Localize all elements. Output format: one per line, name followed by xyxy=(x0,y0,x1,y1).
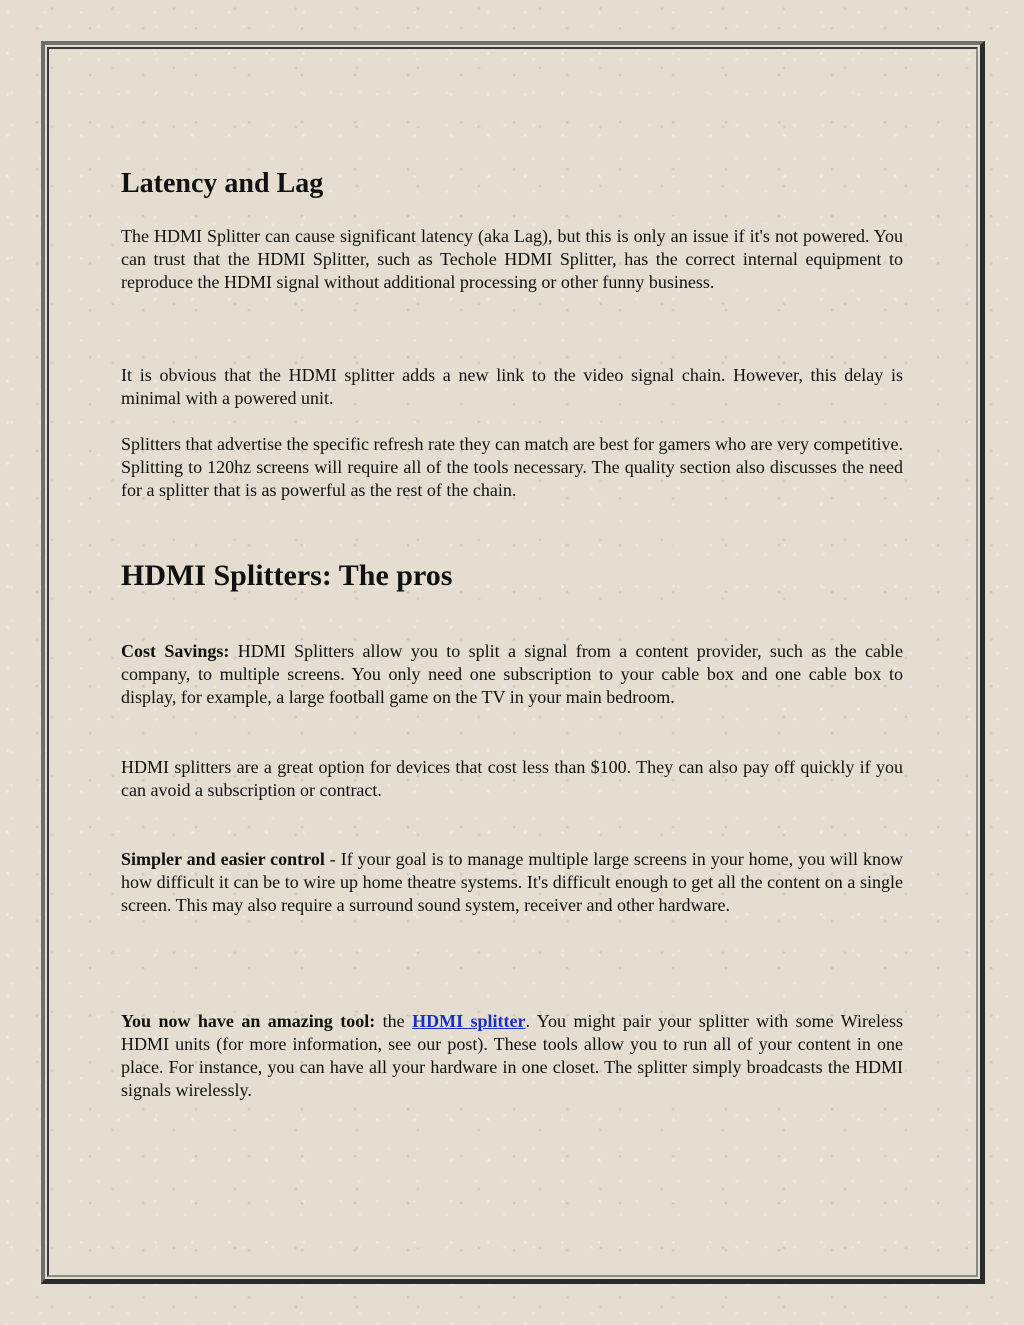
hdmi-splitter-link[interactable]: HDMI splitter xyxy=(412,1011,526,1031)
text-easier-control: - If your goal is to manage multiple large screens in your home, you will know how difficult it can be to wire up home theatre systems. It's difficult enough to get all the content on a single screen. This may also require a surround sound system, receiver and other hardware. xyxy=(121,849,904,915)
label-easier-control: Simpler and easier control xyxy=(121,849,325,869)
paragraph-cost-savings xyxy=(121,640,903,709)
heading-hdmi-splitters-pros: HDMI Splitters: The pros xyxy=(121,559,453,592)
text-cost-savings: HDMI Splitters allow you to split a signal from a content provider, such as the cable company, to multiple screens. You only need one subscription to your cable box and one cable box to display, for example, a large football game on the TV in your main bedroom. xyxy=(121,641,903,707)
label-amazing-tool: You now have an amazing tool: xyxy=(121,1011,376,1031)
paragraph-amazing-tool xyxy=(121,1010,903,1102)
text-tool-pre: the xyxy=(375,1011,413,1031)
paragraph-latency-intro: The HDMI Splitter can cause significant latency (aka Lag), but this is only an issue if it's not powered. You can trust that the HDMI Splitter, such as Techole HDMI Splitter, has the correct internal equipment to reproduce the HDMI signal without additional processing or other funny business. xyxy=(121,226,903,292)
paragraph-refresh-rate: Splitters that advertise the specific refresh rate they can match are best for gamers who are very competitive. Splitting to 120hz screens will require all of the tools necessary. The quality section also discusses the need for a splitter that is as powerful as the rest of the chain. xyxy=(121,434,903,500)
paragraph-signal-chain: It is obvious that the HDMI splitter adds a new link to the video signal chain. However, this delay is minimal with a powered unit. xyxy=(121,365,903,408)
label-cost-savings: Cost Savings: xyxy=(121,641,230,661)
paragraph-price-option: HDMI splitters are a great option for devices that cost less than $100. They can also pay off quickly if you can avoid a subscription or contract. xyxy=(121,757,903,800)
heading-latency-and-lag: Latency and Lag xyxy=(121,168,324,199)
text-amazing-tool: . You might pair your splitter with some Wireless HDMI units (for more information, see our post). These tools allow you to run all of your content in one place. For instance, you can have all your hardware in one closet. The splitter simply broadcasts the HDMI signals wirelessly. xyxy=(121,1011,903,1100)
paragraph-easier-control xyxy=(121,848,903,917)
